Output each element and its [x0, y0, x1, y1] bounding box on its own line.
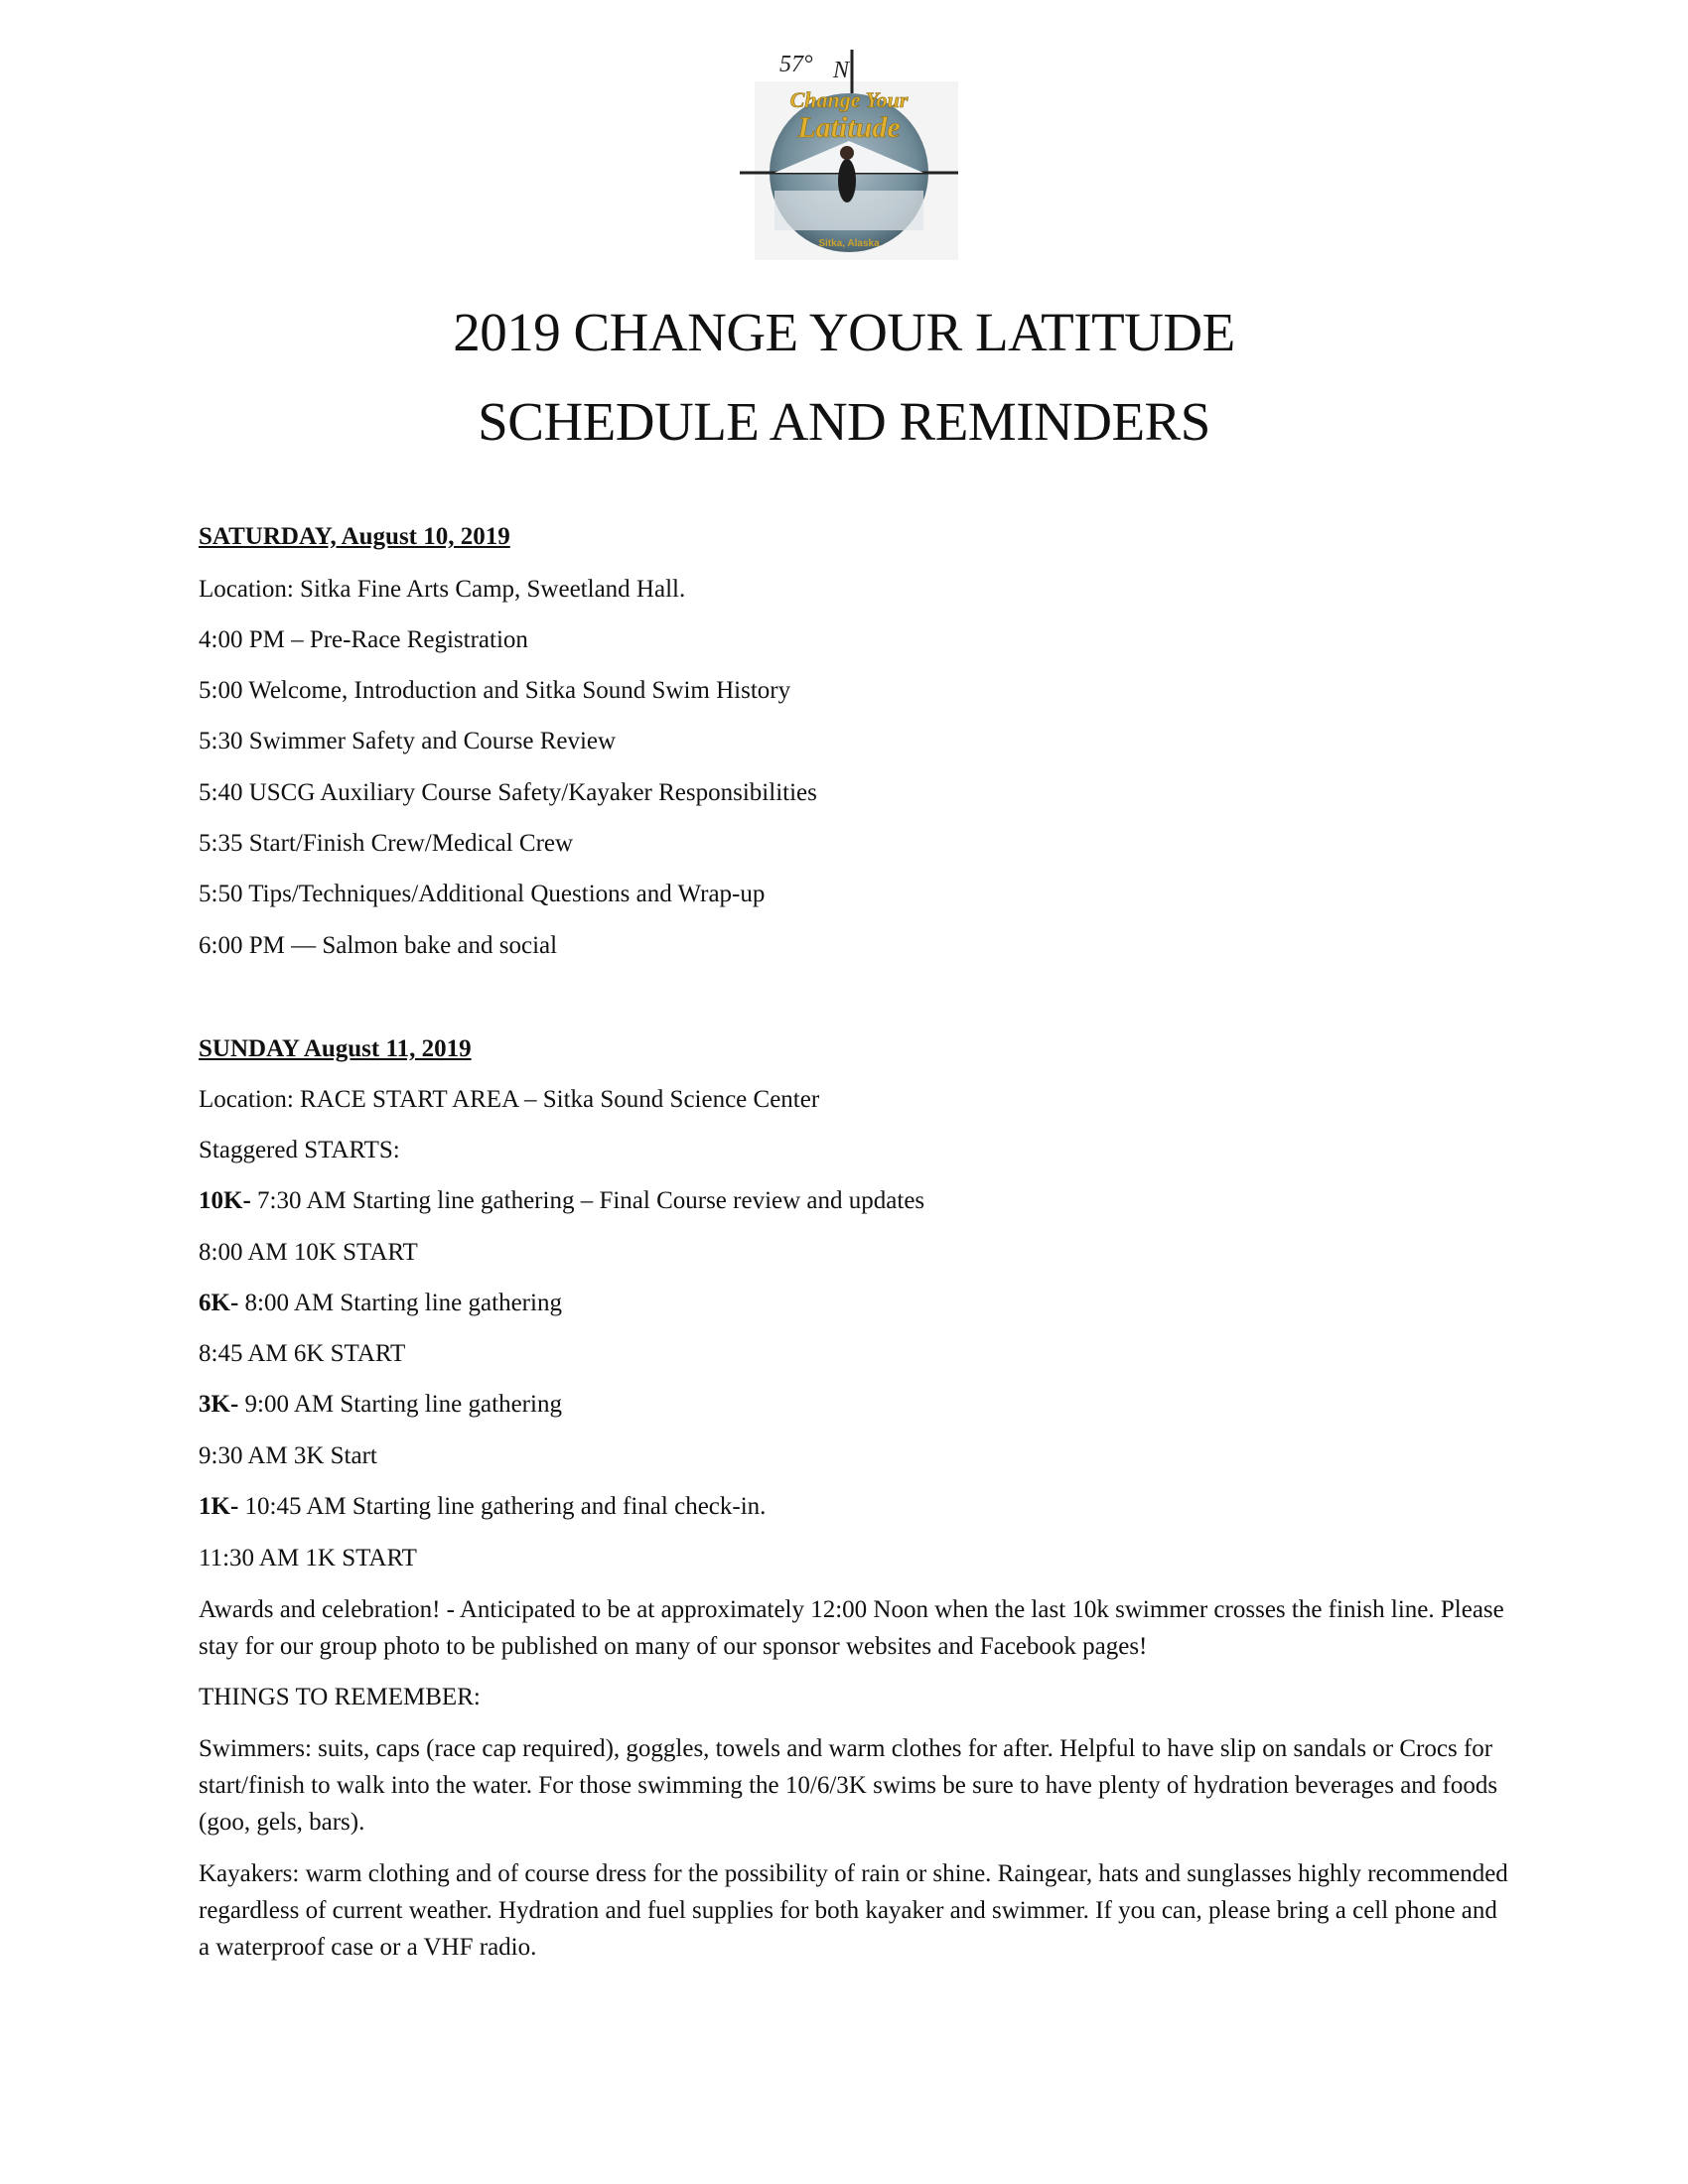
awards-paragraph: Awards and celebration! - Anticipated to be at approximately 12:00 Noon when the last 10k swimmer crosses the finish line. Please stay for our group photo to be published on many of our sponsor websites and Facebook pages!	[199, 1596, 1504, 1660]
swimmer-head	[840, 146, 854, 160]
schedule-item	[199, 1441, 377, 1471]
logo-name-line1: Change Your	[789, 87, 909, 112]
kayakers-paragraph: Kayakers: warm clothing and of course dress for the possibility of rain or shine. Raingear, hats and sunglasses highly recommended regardless of current weather. Hydration and fuel supplies for both kayaker and swimmer. If you can, please bring a cell phone and a waterproof case or a VHF radio.	[199, 1860, 1508, 1961]
logo-bottom-text: Sitka, Alaska	[818, 238, 880, 249]
race-distance-label: 10K-	[199, 1187, 251, 1214]
reminders-heading: THINGS TO REMEMBER:	[199, 1684, 481, 1710]
schedule-text: 8:00 AM Starting line gathering	[238, 1290, 562, 1316]
schedule-item: 6:00 PM — Salmon bake and social	[199, 932, 558, 959]
race-distance-label: 3K-	[199, 1391, 239, 1418]
schedule-item: 5:40 USCG Auxiliary Course Safety/Kayaker Responsibilities	[199, 779, 817, 806]
sunday-location: Location: RACE START AREA – Sitka Sound Science Center	[199, 1086, 820, 1113]
race-distance-label: 1K-	[199, 1493, 239, 1520]
schedule-item	[199, 1544, 417, 1573]
schedule-item	[199, 1390, 562, 1420]
logo-name-line2: Latitude	[797, 111, 901, 144]
schedule-item	[199, 1289, 562, 1318]
schedule-text: 9:00 AM Starting line gathering	[238, 1391, 562, 1418]
schedule-item: 5:30 Swimmer Safety and Course Review	[199, 728, 617, 754]
swimmer-figure	[838, 159, 856, 203]
race-distance-label: 6K-	[199, 1290, 239, 1316]
schedule-item: 4:00 PM – Pre-Race Registration	[199, 626, 528, 653]
schedule-item: 5:00 Welcome, Introduction and Sitka Sound Swim History	[199, 677, 791, 704]
staggered-starts-label: Staggered STARTS:	[199, 1137, 400, 1163]
schedule-text: 8:45 AM 6K START	[199, 1340, 406, 1367]
event-logo	[735, 42, 963, 262]
saturday-location: Location: Sitka Fine Arts Camp, Sweetland Hall.	[199, 576, 686, 603]
logo-north-text: N	[833, 58, 850, 83]
schedule-item	[199, 1492, 766, 1522]
schedule-item	[199, 1339, 405, 1369]
schedule-text: 11:30 AM 1K START	[199, 1545, 417, 1571]
logo-graphic	[735, 42, 963, 262]
schedule-text: 7:30 AM Starting line gathering – Final Course review and updates	[250, 1187, 925, 1214]
schedule-text: 8:00 AM 10K START	[199, 1239, 418, 1266]
schedule-item	[199, 1186, 924, 1216]
page-subtitle: SCHEDULE AND REMINDERS	[478, 391, 1210, 452]
logo-latitude-text: 57°	[779, 52, 813, 77]
page-title: 2019 CHANGE YOUR LATITUDE	[453, 302, 1235, 362]
sunday-heading: SUNDAY August 11, 2019	[199, 1035, 472, 1062]
schedule-item: 5:50 Tips/Techniques/Additional Questions and Wrap-up	[199, 881, 766, 907]
schedule-text: 9:30 AM 3K Start	[199, 1442, 377, 1469]
saturday-heading: SATURDAY, August 10, 2019	[199, 523, 510, 550]
schedule-text: 10:45 AM Starting line gathering and final check-in.	[238, 1493, 767, 1520]
swimmers-paragraph: Swimmers: suits, caps (race cap required), goggles, towels and warm clothes for after. Helpful to have slip on sandals or Crocs for start/finish to walk into the water. For those swimming the 10/6/3K swims be sure to have plenty of hydration beverages and foods (goo, gels, bars).	[199, 1735, 1498, 1836]
schedule-item: 5:35 Start/Finish Crew/Medical Crew	[199, 830, 574, 857]
schedule-item	[199, 1238, 418, 1268]
